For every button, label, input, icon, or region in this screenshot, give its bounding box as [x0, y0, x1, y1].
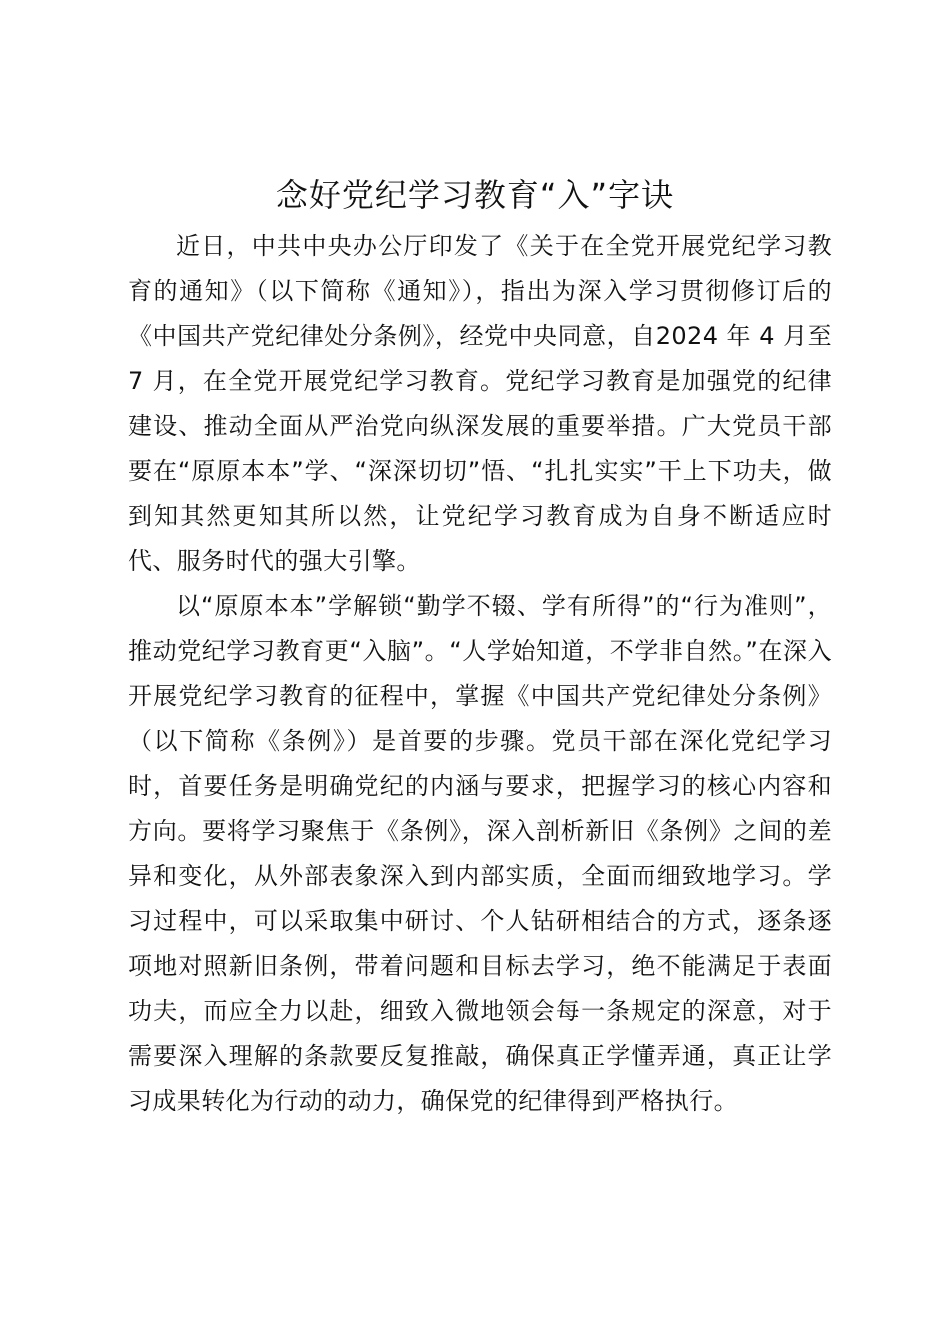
document-body: [128, 224, 832, 1124]
document-title: 念好党纪学习教育“入”字诀: [275, 176, 675, 214]
paragraph-2: 以“原原本本”学解锁“勤学不辍、学有所得”的“行为准则”，推动党纪学习教育更“入脑”。“人学始知道，不学非自然。”在深入开展党纪学习教育的征程中，掌握《中国共产党纪律处分条例》（以下简称《条例》）是首要的步骤。党员干部在深化党纪学习时，首要任务是明确党纪的内涵与要求，把握学习的核心内容和方向。要将学习聚焦于《条例》，深入剖析新旧《条例》之间的差异和变化，从外部表象深入到内部实质，全面而细致地学习。学习过程中，可以采取集中研讨、个人钻研相结合的方式，逐条逐项地对照新旧条例，带着问题和目标去学习，绝不能满足于表面功夫，而应全力以赴，细致入微地领会每一条规定的深意，对于需要深入理解的条款要反复推敲，确保真正学懂弄通，真正让学习成果转化为行动的动力，确保党的纪律得到严格执行。: [128, 592, 832, 1115]
paragraph-1: 近日，中共中央办公厅印发了《关于在全党开展党纪学习教育的通知》（以下简称《通知》），指出为深入学习贯彻修订后的《中国共产党纪律处分条例》，经党中央同意，自2024 年 4 月至 7 月，在全党开展党纪学习教育。党纪学习教育是加强党的纪律建设、推动全面从严治党向纵深发展的重要举措。广大党员干部要在“原原本本”学、“深深切切”悟、“扎扎实实”干上下功夫，做到知其然更知其所以然，让党纪学习教育成为自身不断适应时代、服务时代的强大引擎。: [128, 232, 832, 575]
